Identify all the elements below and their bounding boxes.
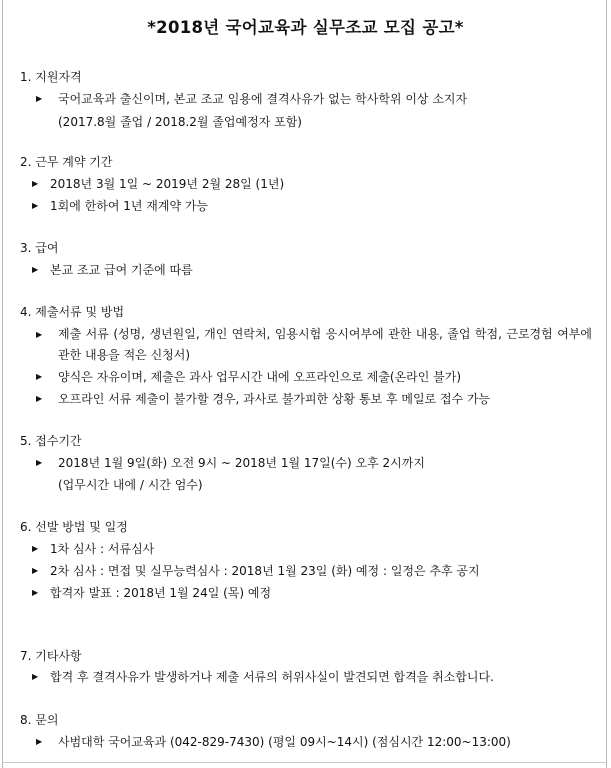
- list-item: [32, 560, 592, 582]
- bullet-icon: ▶: [32, 179, 39, 188]
- list-item-text: 오프라인 서류 제출이 불가할 경우, 과사로 불가피한 상황 통보 후 메일로 접수 가능: [58, 392, 491, 406]
- bullet-icon: ▶: [36, 394, 43, 403]
- list-item-text: 2차 심사 : 면접 및 실무능력심사 : 2018년 1월 23일 (화) 예정 : 일정은 추후 공지: [50, 564, 480, 578]
- list-item-text: 2018년 1월 9일(화) 오전 9시 ~ 2018년 1월 17일(수) 오후 2시까지: [58, 456, 425, 470]
- list-item: [32, 173, 592, 195]
- section-heading-contract-period: 2. 근무 계약 기간: [20, 155, 113, 169]
- list-item: [36, 324, 592, 366]
- list-item-text: 합격자 발표 : 2018년 1월 24일 (목) 예정: [50, 586, 272, 600]
- list-item: [32, 538, 592, 560]
- list-item-text: 국어교육과 출신이며, 본교 조교 임용에 결격사유가 없는 학사학위 이상 소지자: [58, 92, 468, 106]
- list-item-text: 합격 후 결격사유가 발생하거나 제출 서류의 허위사실이 발견되면 합격을 취소합니다.: [50, 670, 494, 684]
- bullet-icon: ▶: [32, 566, 39, 575]
- list-item-text: 1회에 한하여 1년 재계약 가능: [50, 199, 209, 213]
- list-item-text: 제출 서류 (성명, 생년원일, 개인 연락처, 임용시험 응시여부에 관한 내용, 졸업 학점, 근로경험 여부에 관한 내용을 적은 신청서): [58, 327, 592, 362]
- bullet-icon: ▶: [32, 201, 39, 210]
- section-heading-salary: 3. 급여: [20, 241, 59, 255]
- list-item-text: 1차 심사 : 서류심사: [50, 542, 155, 556]
- page-border-bottom: [2, 762, 607, 763]
- section-heading-application-period: 5. 접수기간: [20, 434, 82, 448]
- list-item-text: 본교 조교 급여 기준에 따름: [50, 263, 193, 277]
- bullet-icon: ▶: [36, 330, 43, 339]
- list-item-continuation: (2017.8월 졸업 / 2018.2월 졸업예정자 포함): [58, 115, 302, 129]
- list-item-text: 사범대학 국어교육과 (042-829-7430) (평일 09시~14시) (점심시간 12:00~13:00): [58, 735, 511, 749]
- bullet-icon: ▶: [32, 588, 39, 597]
- section-heading-misc: 7. 기타사항: [20, 649, 82, 663]
- bullet-icon: ▶: [32, 672, 39, 681]
- list-item: [36, 731, 596, 753]
- list-item: [32, 259, 592, 281]
- list-item: [32, 195, 592, 217]
- section-heading-documents: 4. 제출서류 및 방법: [20, 305, 125, 319]
- list-item: [36, 452, 596, 474]
- list-item: [36, 366, 596, 388]
- list-item: [32, 582, 592, 604]
- bullet-icon: ▶: [36, 737, 43, 746]
- section-heading-selection: 6. 선발 방법 및 일정: [20, 520, 128, 534]
- bullet-icon: ▶: [32, 544, 39, 553]
- section-heading-contact: 8. 문의: [20, 713, 59, 727]
- list-item-text: 양식은 자유이며, 제출은 과사 업무시간 내에 오프라인으로 제출(온라인 불가): [58, 370, 462, 384]
- document-title: *2018년 국어교육과 실무조교 모집 공고*: [147, 18, 464, 37]
- page-border-right: [606, 0, 607, 768]
- page-border-left: [2, 0, 3, 768]
- bullet-icon: ▶: [36, 372, 43, 381]
- section-heading-qualification: 1. 지원자격: [20, 70, 82, 84]
- list-item-continuation: (업무시간 내에 / 시간 엄수): [58, 478, 203, 492]
- list-item: [36, 388, 596, 410]
- bullet-icon: ▶: [36, 94, 43, 103]
- list-item: [36, 88, 596, 110]
- list-item: [32, 666, 592, 688]
- bullet-icon: ▶: [36, 458, 43, 467]
- list-item-text: 2018년 3월 1일 ~ 2019년 2월 28일 (1년): [50, 177, 285, 191]
- bullet-icon: ▶: [32, 265, 39, 274]
